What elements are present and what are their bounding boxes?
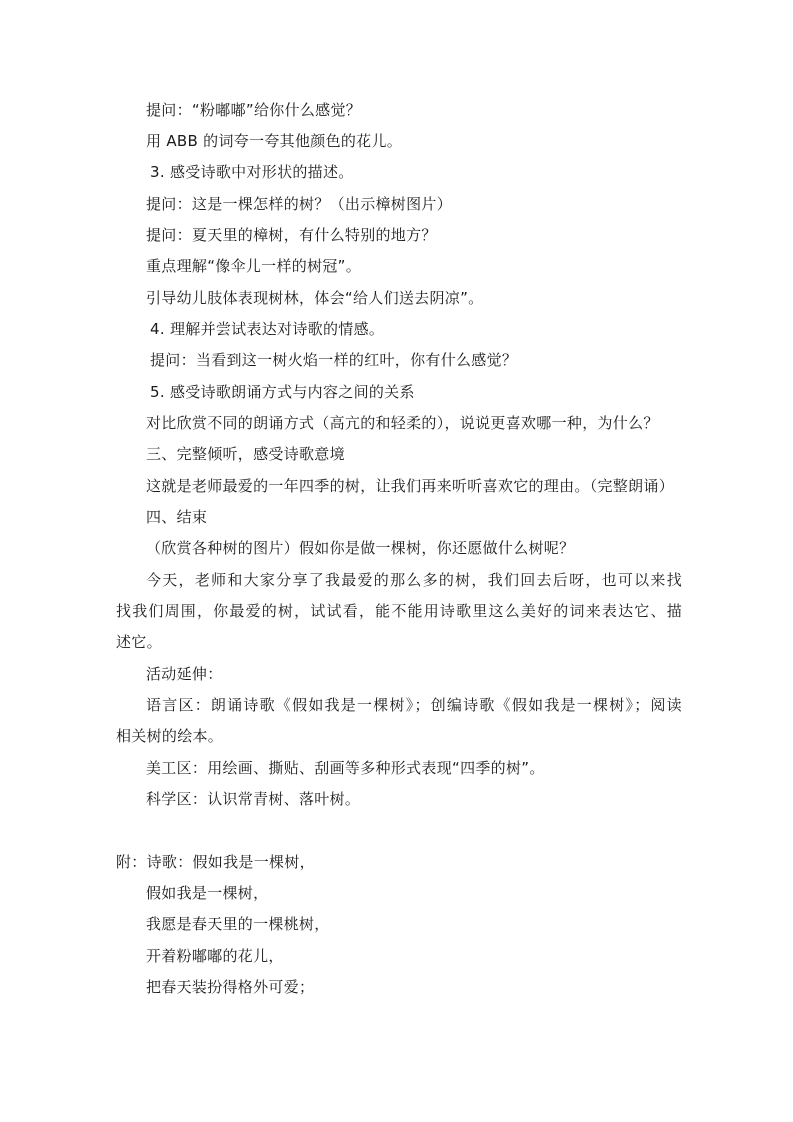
focus-umbrella-crown: 重点理解“像伞儿一样的树冠”。 bbox=[146, 257, 362, 275]
guide-body-expression: 引导幼儿肢体表现树林，体会“给人们送去阴凉”。 bbox=[146, 289, 484, 307]
abb-words-instruction: 用 ABB 的词夸一夸其他颜色的花儿。 bbox=[146, 132, 403, 150]
language-area-line-1: 语言区：朗诵诗歌《假如我是一棵树》；创编诗歌《假如我是一棵树》；阅读 bbox=[146, 696, 682, 714]
closing-para-line-2: 找我们周围，你最爱的树，试试看，能不能用诗歌里这么美好的词来表达它、描 bbox=[116, 602, 682, 620]
activity-extension-heading: 活动延伸： bbox=[146, 665, 223, 683]
section-3-heading: 三、完整倾听，感受诗歌意境 bbox=[146, 445, 345, 463]
poem-line-2: 我愿是春天里的一棵桃树， bbox=[146, 915, 330, 933]
art-area: 美工区：用绘画、撕贴、刮画等多种形式表现“四季的树”。 bbox=[146, 759, 545, 777]
poem-line-3: 开着粉嘟嘟的花儿， bbox=[146, 947, 284, 965]
closing-para-line-1: 今天，老师和大家分享了我最爱的那么多的树，我们回去后呀，也可以来找 bbox=[146, 571, 682, 589]
step-4-heading: 4. 理解并尝试表达对诗歌的情感。 bbox=[150, 320, 385, 338]
question-pink-feeling: 提问：“粉嘟嘟”给你什么感觉？ bbox=[146, 101, 362, 119]
full-recitation-text: 这就是老师最爱的一年四季的树，让我们再来听听喜欢它的理由。（完整朗诵） bbox=[146, 477, 675, 495]
question-red-leaves: 提问：当看到这一树火焰一样的红叶，你有什么感觉？ bbox=[150, 351, 518, 369]
poem-line-1: 假如我是一棵树， bbox=[146, 884, 269, 902]
closing-question: （欣赏各种树的图片）假如你是做一棵树，你还愿做什么树呢？ bbox=[146, 539, 575, 557]
language-area-line-2: 相关树的绘本。 bbox=[116, 727, 224, 745]
step-3-heading: 3. 感受诗歌中对形状的描述。 bbox=[150, 163, 354, 181]
question-camphor-tree: 提问：这是一棵怎样的树？（出示樟树图片） bbox=[146, 195, 453, 213]
section-4-heading: 四、结束 bbox=[146, 508, 208, 526]
question-summer-camphor: 提问：夏天里的樟树，有什么特别的地方？ bbox=[146, 226, 437, 244]
closing-para-line-3: 述它。 bbox=[116, 633, 162, 651]
compare-recitation: 对比欣赏不同的朗诵方式（高亢的和轻柔的），说说更喜欢哪一种，为什么？ bbox=[146, 414, 659, 432]
science-area: 科学区：认识常青树、落叶树。 bbox=[146, 790, 361, 808]
step-5-heading: 5. 感受诗歌朗诵方式与内容之间的关系 bbox=[150, 383, 415, 401]
poem-line-4: 把春天装扮得格外可爱； bbox=[146, 978, 315, 996]
appendix-poem-title: 附：诗歌：假如我是一棵树， bbox=[116, 853, 315, 871]
